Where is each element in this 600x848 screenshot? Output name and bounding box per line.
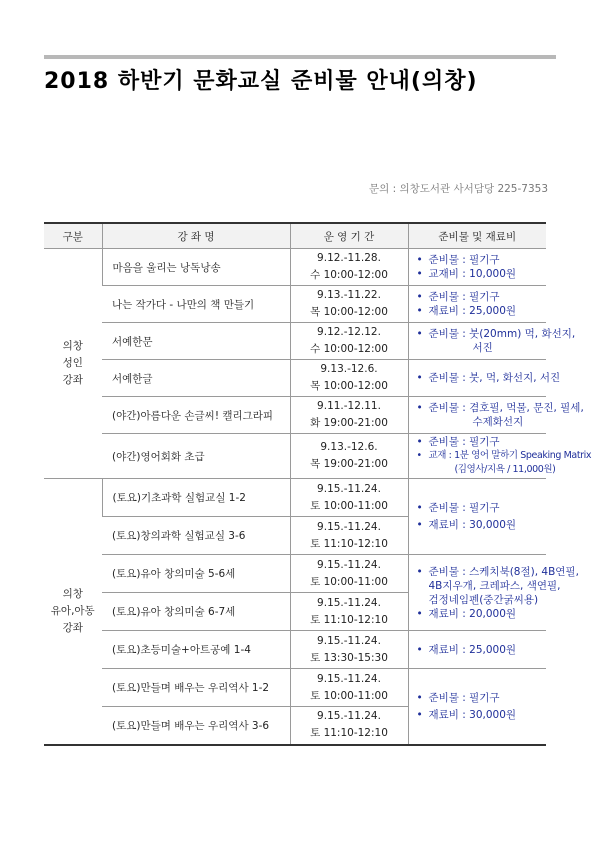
materials-cell: • 준비물 : 필기구 • 교재 : 1분 영어 말하기 Speaking Matrix (김영사/지욕 / 11,000원) xyxy=(408,434,546,479)
group-youth: 의창 유아,아동 강좌 xyxy=(44,479,102,745)
materials-cell: • 재료비 : 25,000원 xyxy=(408,631,546,669)
table-row xyxy=(44,434,546,479)
table-row xyxy=(44,360,546,397)
materials-cell: • 준비물 : 스케치북(8절), 4B연필, 4B지우개, 크레파스, 색연필, 검정네임펜(중간굵씨용) • 재료비 : 20,000원 xyxy=(408,555,546,631)
course-period: 9.15.-11.24. 토 10:00-11:00 xyxy=(290,555,408,593)
materials-cell: • 준비물 : 붓(20mm) 먹, 화선지, 서진 xyxy=(408,323,546,360)
course-name: 나는 작가다 - 나만의 책 만들기 xyxy=(102,286,290,323)
materials-cell: • 준비물 : 겸호필, 먹물, 문진, 필세, 수제화선지 xyxy=(408,397,546,434)
course-name: (토요)만들며 배우는 우리역사 3-6 xyxy=(102,707,290,745)
materials-cell: • 준비물 : 필기구 • 교재비 : 10,000원 xyxy=(408,249,546,286)
table-row xyxy=(44,286,546,323)
course-table xyxy=(44,222,592,746)
course-name: (토요)유아 창의미술 5-6세 xyxy=(102,555,290,593)
course-period: 9.15.-11.24. 토 11:10-12:10 xyxy=(290,593,408,631)
table-row xyxy=(44,669,546,707)
table-row xyxy=(44,323,546,360)
course-period: 9.15.-11.24. 토 13:30-15:30 xyxy=(290,631,408,669)
course-name: 서예한글 xyxy=(102,360,290,397)
course-name: (야간)영어회화 초급 xyxy=(102,434,290,479)
materials-cell: • 준비물 : 붓, 먹, 화선지, 서진 xyxy=(408,360,546,397)
course-period: 9.12.-11.28. 수 10:00-12:00 xyxy=(290,249,408,286)
table-header-row xyxy=(44,223,546,249)
course-period: 9.11.-12.11. 화 19:00-21:00 xyxy=(290,397,408,434)
course-name: 마음을 울리는 낭독낭송 xyxy=(102,249,290,286)
table-row xyxy=(44,479,546,517)
course-period: 9.15.-11.24. 토 11:10-12:10 xyxy=(290,517,408,555)
table-row xyxy=(44,249,546,286)
contact-info: 문의 : 의창도서관 사서담당 225-7353 xyxy=(368,183,548,195)
header-course: 강 좌 명 xyxy=(102,223,290,249)
course-name: (토요)유아 창의미술 6-7세 xyxy=(102,593,290,631)
course-name: (토요)만들며 배우는 우리역사 1-2 xyxy=(102,669,290,707)
course-name: (토요)초등미술+아트공예 1-4 xyxy=(102,631,290,669)
materials-cell: • 준비물 : 필기구 • 재료비 : 30,000원 xyxy=(408,669,546,745)
table-row xyxy=(44,555,546,593)
course-period: 9.13.-12.6. 목 19:00-21:00 xyxy=(290,434,408,479)
course-period: 9.13.-11.22. 목 10:00-12:00 xyxy=(290,286,408,323)
header-materials: 준비물 및 재료비 xyxy=(408,223,546,249)
table-row xyxy=(44,397,546,434)
header-category: 구분 xyxy=(44,223,102,249)
title-rule xyxy=(44,55,556,59)
header-period: 운 영 기 간 xyxy=(290,223,408,249)
page-title: 2018 하반기 문화교실 준비물 안내(의창) xyxy=(44,69,478,94)
course-name: 서예한문 xyxy=(102,323,290,360)
course-name: (토요)기초과학 실험교실 1-2 xyxy=(102,479,290,517)
materials-cell: • 준비물 : 필기구 • 재료비 : 25,000원 xyxy=(408,286,546,323)
materials-cell: • 준비물 : 필기구 • 재료비 : 30,000원 xyxy=(408,479,546,555)
course-period: 9.15.-11.24. 토 10:00-11:00 xyxy=(290,479,408,517)
course-period: 9.13.-12.6. 목 10:00-12:00 xyxy=(290,360,408,397)
course-name: (토요)창의과학 실험교실 3-6 xyxy=(102,517,290,555)
course-period: 9.15.-11.24. 토 10:00-11:00 xyxy=(290,669,408,707)
course-name: (야간)아름다운 손글씨! 캘리그라피 xyxy=(102,397,290,434)
table-row xyxy=(44,631,546,669)
course-period: 9.15.-11.24. 토 11:10-12:10 xyxy=(290,707,408,745)
course-period: 9.12.-12.12. 수 10:00-12:00 xyxy=(290,323,408,360)
group-adult: 의창 성인 강좌 xyxy=(44,249,102,479)
